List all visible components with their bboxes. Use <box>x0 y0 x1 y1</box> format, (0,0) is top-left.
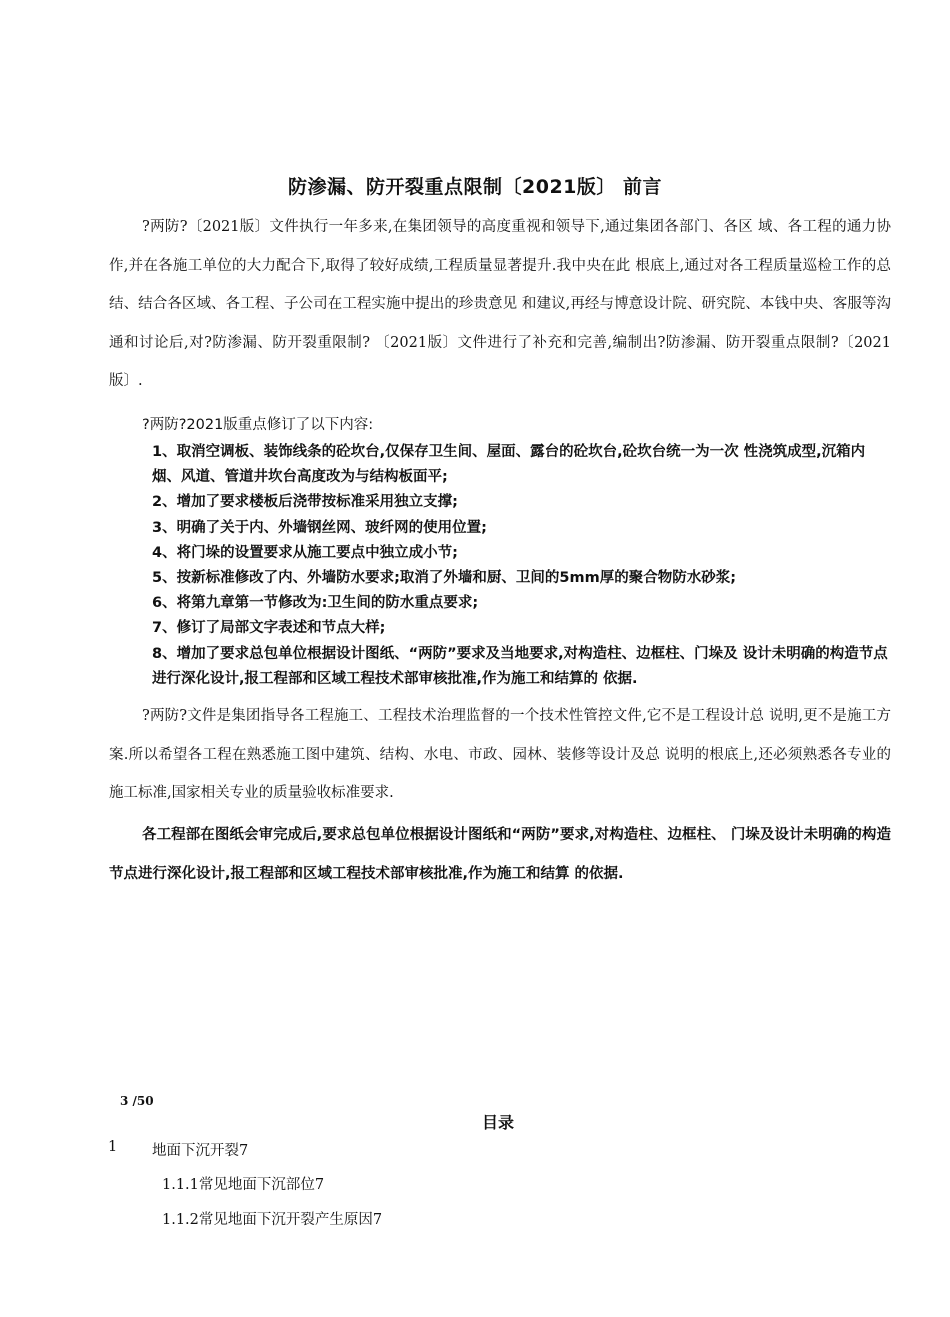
preface-paragraph: ?两防?〔2021版〕文件执行一年多来,在集团领导的高度重视和领导下,通过集团各部门、各区 域、各工程的通力协作,并在各施工单位的大力配合下,取得了较好成绩,工程质量显著提升.我中央在此 根底上,通过对各工程质量巡检工作的总结、结合各区域、各工程、子公司在工程实施中提出的珍贵意见 和建议,再经与博意设计院、研究院、本钱中央、客服等沟通和讨论后,对?防渗漏、防开裂重限制? 〔2021版〕文件进行了补充和完善,编制出?防渗漏、防开裂重点限制?〔2021版〕. <box>109 219 891 389</box>
toc-section-link[interactable]: 1.1.2常见地面下沉开裂产生原因7 <box>162 1212 383 1228</box>
revision-heading: ?两防?2021版重点修订了以下内容: <box>142 417 374 433</box>
requirement-paragraph: 各工程部在图纸会审完成后,要求总包单位根据设计图纸和“两防”要求,对构造柱、边框柱、 门垛及设计未明确的构造节点进行深化设计,报工程部和区域工程技术部审核批准,作为施工和结算 的依据. <box>109 827 891 882</box>
toc-chapter-link[interactable]: 地面下沉开裂7 <box>152 1143 249 1159</box>
scope-paragraph: ?两防?文件是集团指导各工程施工、工程技术治理监督的一个技术性管控文件,它不是工程设计总 说明,更不是施工方案.所以希望各工程在熟悉施工图中建筑、结构、水电、市政、园林、装修等设计及总 说明的根底上,还必须熟悉各专业的施工标准,国家相关专业的质量验收标准要求. <box>109 708 891 801</box>
revision-item: 2、增加了要求楼板后浇带按标准采用独立支撑; <box>152 494 458 511</box>
toc-title: 目录 <box>481 1113 514 1132</box>
toc-chapter-number: 1 <box>108 1139 118 1155</box>
revision-list <box>152 440 888 692</box>
toc-section-link[interactable]: 1.1.1常见地面下沉部位7 <box>162 1177 325 1193</box>
document-title: 防渗漏、防开裂重点限制〔2021版〕 前言 <box>288 176 662 198</box>
revision-item: 6、将第九章第一节修改为:卫生间的防水重点要求; <box>152 595 479 612</box>
revision-item: 4、将门垛的设置要求从施工要点中独立成小节; <box>152 544 458 561</box>
revision-item: 5、按新标准修改了内、外墙防水要求;取消了外墙和厨、卫间的5mm厚的聚合物防水砂浆; <box>152 570 736 587</box>
revision-item: 7、修订了局部文字表述和节点大样; <box>152 620 386 637</box>
revision-item: 3、明确了关于内、外墙钢丝网、玻纤网的使用位置; <box>152 519 487 536</box>
revision-item: 1、取消空调板、装饰线条的砼坎台,仅保存卫生间、屋面、露台的砼坎台,砼坎台统一为一次 性浇筑成型,沉箱内烟、风道、管道井坎台高度改为与结构板面平; <box>152 444 866 486</box>
page-number: 3 /50 <box>120 1094 154 1108</box>
revision-item: 8、增加了要求总包单位根据设计图纸、“两防”要求及当地要求,对构造柱、边框柱、门垛及 设计未明确的构造节点进行深化设计,报工程部和区域工程技术部审核批准,作为施工和结算的 依据. <box>152 645 888 687</box>
